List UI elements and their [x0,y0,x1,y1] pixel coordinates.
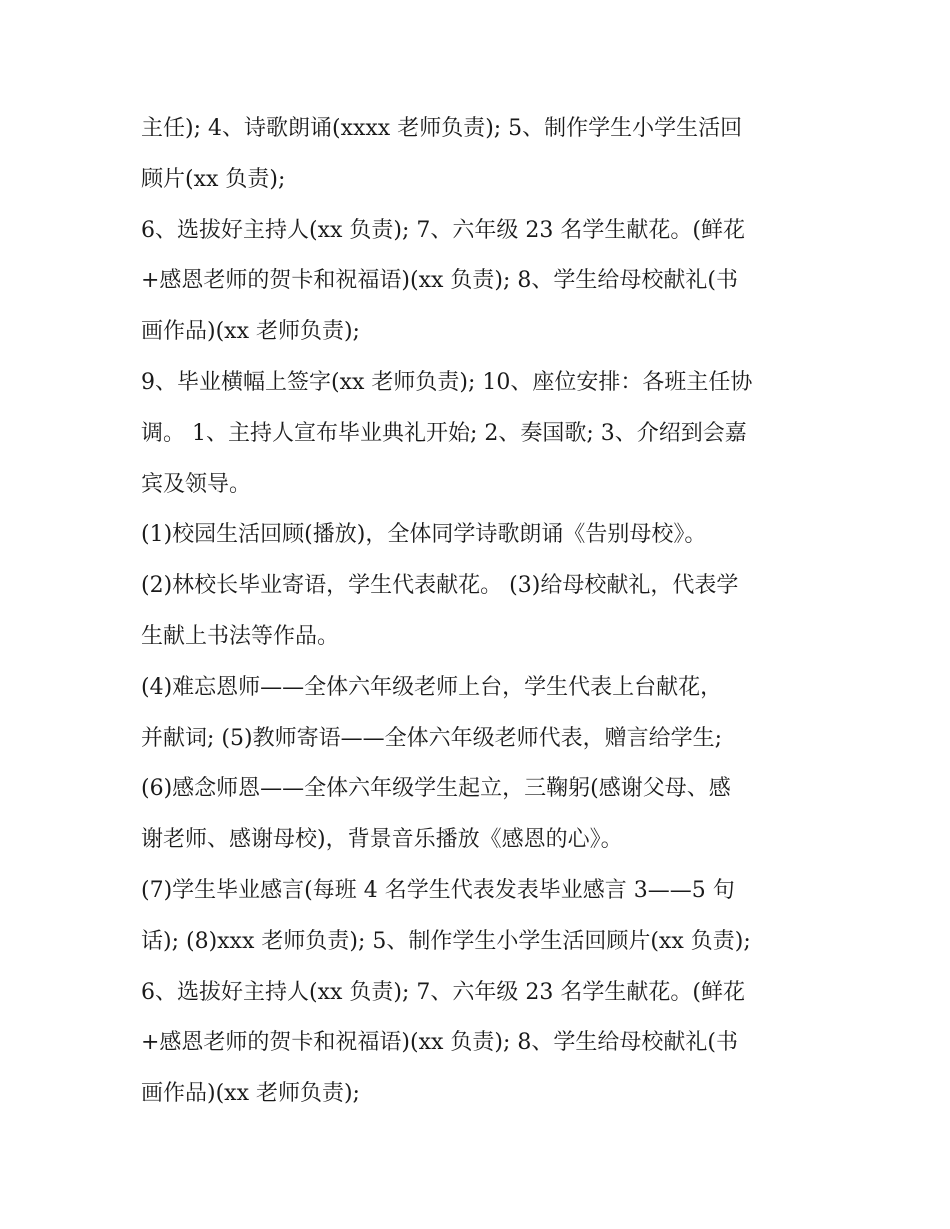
text-line: (1)校园生活回顾(播放)，全体同学诗歌朗诵《告别母校》。 [141,522,707,548]
text-line: 生献上书法等作品。 [141,623,340,649]
text-line: (7)学生毕业感言(每班 4 名学生代表发表毕业感言 3——5 句 [141,877,735,903]
text-line: 6、选拔好主持人(xx 负责); 7、六年级 23 名学生献花。(鲜花 [141,979,745,1005]
text-line: (4)难忘恩师——全体六年级老师上台，学生代表上台献花， [141,674,723,700]
text-line: 宾及领导。 [141,471,252,497]
text-line: 顾片(xx 负责); [141,166,286,192]
text-line: 画作品)(xx 老师负责); [141,1081,360,1107]
text-line: 并献词; (5)教师寄语——全体六年级老师代表，赠言给学生; [141,725,722,751]
document-body [141,104,821,1120]
text-line: 调。 1、主持人宣布毕业典礼开始; 2、奏国歌; 3、介绍到会嘉 [141,420,747,446]
text-line: +感恩老师的贺卡和祝福语)(xx 负责); 8、学生给母校献礼(书 [141,1030,738,1056]
text-line: 话); (8)xxx 老师负责); 5、制作学生小学生活回顾片(xx 负责); [141,928,751,954]
text-line: 6、选拔好主持人(xx 负责); 7、六年级 23 名学生献花。(鲜花 [141,217,745,243]
text-line: 画作品)(xx 老师负责); [141,319,360,345]
text-line: (6)感念师恩——全体六年级学生起立，三鞠躬(感谢父母、感 [141,776,731,802]
text-line: +感恩老师的贺卡和祝福语)(xx 负责); 8、学生给母校献礼(书 [141,268,738,294]
text-line: 谢老师、感谢母校)，背景音乐播放《感恩的心》。 [141,827,623,853]
text-line: 主任); 4、诗歌朗诵(xxxx 老师负责); 5、制作学生小学生活回 [141,116,743,141]
text-line: 9、毕业横幅上签字(xx 老师负责); 10、座位安排：各班主任协 [141,369,753,395]
text-line: (2)林校长毕业寄语，学生代表献花。 (3)给母校献礼，代表学 [141,573,739,599]
